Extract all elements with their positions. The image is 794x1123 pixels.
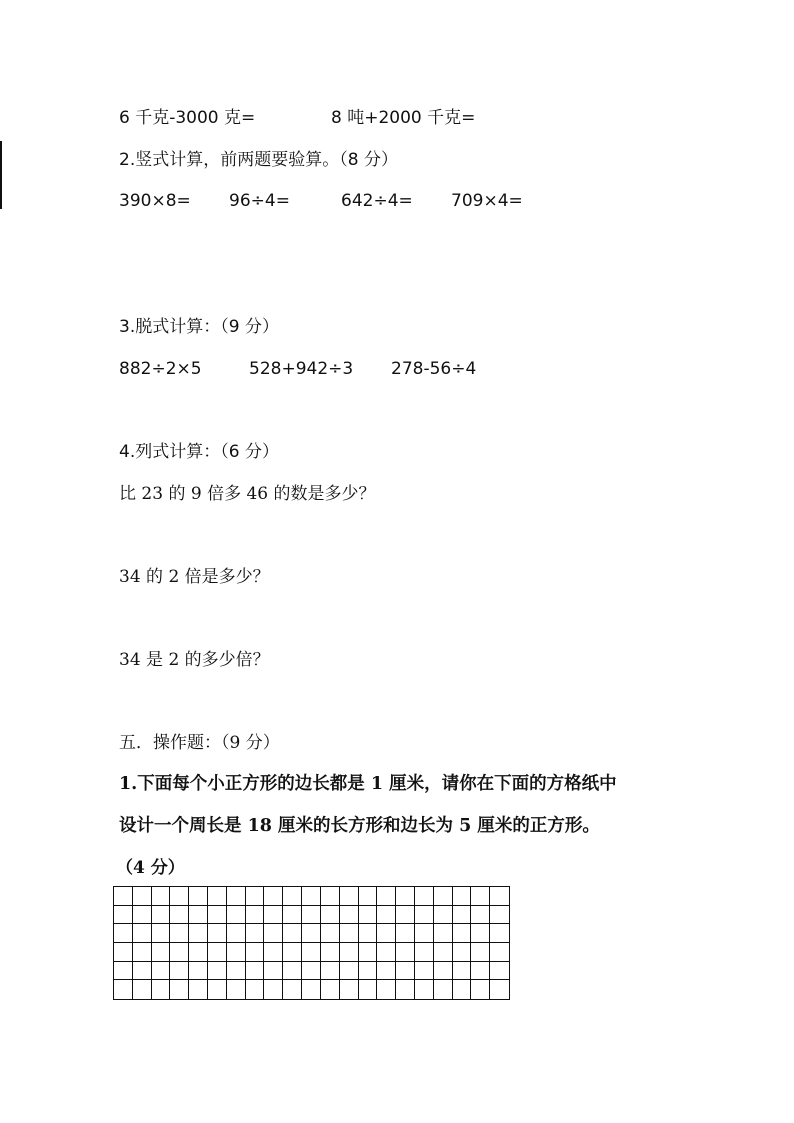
q4-heading: 4.列式计算：（6 分） xyxy=(119,442,279,462)
grid-cell xyxy=(114,980,133,999)
grid-cell xyxy=(359,887,378,906)
grid-cell xyxy=(490,906,509,925)
grid-cell xyxy=(396,887,415,906)
grid-cell xyxy=(396,980,415,999)
grid-cell xyxy=(227,887,246,906)
grid-cell xyxy=(227,980,246,999)
grid-cell xyxy=(490,887,509,906)
grid-cell xyxy=(377,943,396,962)
grid-cell xyxy=(114,962,133,981)
grid-cell xyxy=(133,924,152,943)
grid-cell xyxy=(227,906,246,925)
q2-heading: 2.竖式计算，前两题要验算。（8 分） xyxy=(119,150,398,170)
grid-cell xyxy=(170,962,189,981)
grid-cell xyxy=(246,962,265,981)
q4-item: 34 的 2 倍是多少？ xyxy=(119,567,270,587)
grid-cell xyxy=(133,906,152,925)
grid-cell xyxy=(264,980,283,999)
grid-cell xyxy=(377,962,396,981)
grid-cell xyxy=(415,906,434,925)
grid-cell xyxy=(246,943,265,962)
grid-cell xyxy=(434,980,453,999)
grid-cell xyxy=(302,943,321,962)
grid-cell xyxy=(321,887,340,906)
grid-cell xyxy=(170,980,189,999)
grid-cell xyxy=(396,906,415,925)
grid-cell xyxy=(359,924,378,943)
grid-cell xyxy=(264,887,283,906)
grid-cell xyxy=(246,887,265,906)
q3-item: 528+942÷3 xyxy=(249,359,354,379)
grid-cell xyxy=(359,962,378,981)
grid-cell xyxy=(377,924,396,943)
grid-cell xyxy=(114,924,133,943)
grid-cell xyxy=(152,962,171,981)
grid-cell xyxy=(264,962,283,981)
grid-cell xyxy=(415,962,434,981)
grid-cell xyxy=(321,924,340,943)
grid-cell xyxy=(377,980,396,999)
q2-item: 96÷4= xyxy=(229,191,290,211)
grid-cell xyxy=(396,924,415,943)
grid-cell xyxy=(208,980,227,999)
grid-cell xyxy=(152,887,171,906)
grid-cell xyxy=(471,980,490,999)
grid-cell xyxy=(434,962,453,981)
grid-cell xyxy=(434,887,453,906)
grid-cell xyxy=(490,943,509,962)
grid-cell xyxy=(340,906,359,925)
grid-cell xyxy=(189,887,208,906)
grid-cell xyxy=(302,887,321,906)
q4-item: 34 是 2 的多少倍？ xyxy=(119,650,270,670)
grid-cell xyxy=(133,962,152,981)
grid-cell xyxy=(114,887,133,906)
grid-cell xyxy=(208,943,227,962)
grid-cell xyxy=(396,943,415,962)
grid-cell xyxy=(152,943,171,962)
grid-cell xyxy=(415,887,434,906)
grid-cell xyxy=(377,906,396,925)
grid-cell xyxy=(302,924,321,943)
grid-cell xyxy=(490,962,509,981)
grid-cell xyxy=(321,943,340,962)
grid-cell xyxy=(152,906,171,925)
grid-cell xyxy=(189,943,208,962)
grid-cell xyxy=(227,924,246,943)
grid-cell xyxy=(302,962,321,981)
grid-cell xyxy=(302,980,321,999)
grid-cell xyxy=(189,962,208,981)
grid-cell xyxy=(170,906,189,925)
section5-heading: 五．操作题：（9 分） xyxy=(119,733,280,753)
grid-cell xyxy=(471,962,490,981)
grid-cell xyxy=(340,962,359,981)
grid-cell xyxy=(264,924,283,943)
grid-cell xyxy=(283,980,302,999)
grid-cell xyxy=(283,943,302,962)
grid-cell xyxy=(434,924,453,943)
section5-q1-line1: 1.下面每个小正方形的边长都是 1 厘米，请你在下面的方格纸中 xyxy=(119,774,617,794)
grid-cell xyxy=(340,943,359,962)
left-margin-mark xyxy=(0,141,2,209)
grid-cell xyxy=(283,906,302,925)
conversion-item-kg: 6 千克-3000 克= xyxy=(119,108,256,128)
grid-cell xyxy=(133,943,152,962)
grid-cell xyxy=(208,962,227,981)
grid-cell xyxy=(246,906,265,925)
grid-cell xyxy=(490,980,509,999)
grid-cell xyxy=(415,980,434,999)
grid-cell xyxy=(189,980,208,999)
grid-cell xyxy=(415,924,434,943)
grid-cell xyxy=(189,924,208,943)
grid-cell xyxy=(490,924,509,943)
grid-cell xyxy=(321,980,340,999)
grid-cell xyxy=(434,906,453,925)
q3-item: 882÷2×5 xyxy=(119,359,202,379)
grid-cell xyxy=(208,906,227,925)
grid-cell xyxy=(396,962,415,981)
grid-cell xyxy=(471,924,490,943)
grid-cell xyxy=(321,906,340,925)
grid-cell xyxy=(453,980,472,999)
grid-cell xyxy=(415,943,434,962)
grid-cell xyxy=(264,906,283,925)
grid-cell xyxy=(189,906,208,925)
grid-cell xyxy=(471,906,490,925)
grid-cell xyxy=(208,924,227,943)
grid-cell xyxy=(359,906,378,925)
grid-cell xyxy=(114,943,133,962)
q2-item: 642÷4= xyxy=(341,191,413,211)
grid-cell xyxy=(208,887,227,906)
grid-cell xyxy=(302,906,321,925)
grid-cell xyxy=(133,887,152,906)
grid-cell xyxy=(152,980,171,999)
grid-paper xyxy=(113,886,510,1000)
grid-cell xyxy=(227,943,246,962)
grid-cell xyxy=(340,924,359,943)
grid-cell xyxy=(170,924,189,943)
grid-cell xyxy=(246,924,265,943)
section5-q1-points: （4 分） xyxy=(116,858,185,878)
grid-cell xyxy=(453,962,472,981)
grid-cell xyxy=(340,887,359,906)
q2-item: 390×8= xyxy=(119,191,191,211)
grid-cell xyxy=(283,924,302,943)
grid-cell xyxy=(283,962,302,981)
q2-item: 709×4= xyxy=(451,191,523,211)
grid-cell xyxy=(359,980,378,999)
grid-cell xyxy=(283,887,302,906)
grid-cell xyxy=(264,943,283,962)
grid-cell xyxy=(377,887,396,906)
conversion-item-ton: 8 吨+2000 千克= xyxy=(331,108,476,128)
grid-cell xyxy=(453,943,472,962)
grid-cell xyxy=(170,943,189,962)
grid-cell xyxy=(227,962,246,981)
grid-cell xyxy=(246,980,265,999)
grid-cell xyxy=(340,980,359,999)
grid-cell xyxy=(453,924,472,943)
grid-cell xyxy=(453,887,472,906)
grid-cell xyxy=(133,980,152,999)
grid-cell xyxy=(321,962,340,981)
grid-cell xyxy=(471,943,490,962)
grid-cell xyxy=(359,943,378,962)
grid-cell xyxy=(434,943,453,962)
grid-cell xyxy=(453,906,472,925)
q3-heading: 3.脱式计算：（9 分） xyxy=(119,317,279,337)
q3-item: 278-56÷4 xyxy=(391,359,477,379)
grid-cell xyxy=(152,924,171,943)
q4-item: 比 23 的 9 倍多 46 的数是多少？ xyxy=(119,484,376,504)
section5-q1-line2: 设计一个周长是 18 厘米的长方形和边长为 5 厘米的正方形。 xyxy=(119,816,600,836)
grid-cell xyxy=(170,887,189,906)
grid-cell xyxy=(114,906,133,925)
grid-cell xyxy=(471,887,490,906)
